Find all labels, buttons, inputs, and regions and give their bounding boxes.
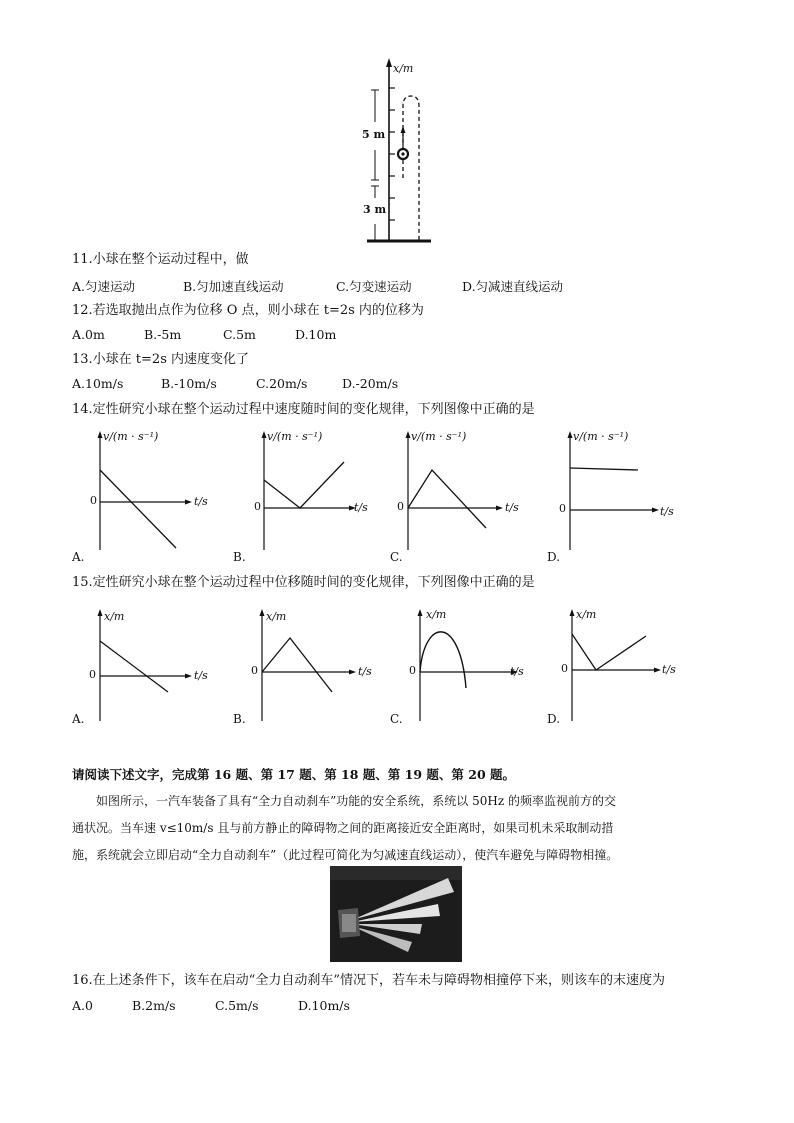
q12-option-c[interactable]: C.5m (223, 327, 256, 342)
q16-option-a[interactable]: A.0 (72, 998, 93, 1013)
q15d-y-label: x/m (576, 608, 597, 621)
q11-stem: 11.小球在整个运动过程中，做 (72, 252, 249, 267)
q16-option-d[interactable]: D.10m/s (298, 998, 350, 1013)
figure-5m-label: 5 m (362, 128, 386, 141)
figure-3m-label: 3 m (363, 203, 387, 216)
q15-letter-d: D. (547, 712, 561, 726)
reading-paragraph (72, 788, 722, 869)
q14c-zero: 0 (397, 500, 404, 513)
q14-graph-d[interactable] (548, 428, 698, 553)
q14-letter-d: D. (547, 550, 561, 564)
q14b-zero: 0 (254, 500, 261, 513)
reading-line-1: 如图所示，一汽车装备了具有“全力自动刹车”功能的安全系统，系统以 50Hz 的频率监视前方的交 (96, 794, 616, 808)
q15-stem: 15.定性研究小球在整个运动过程中位移随时间的变化规律，下列图像中正确的是 (72, 575, 535, 590)
q14d-x-label: t/s (660, 505, 674, 518)
q12-option-a[interactable]: A.0m (72, 327, 105, 342)
q15-graph-a[interactable] (72, 606, 222, 724)
q14-stem: 14.定性研究小球在整个运动过程中速度随时间的变化规律，下列图像中正确的是 (72, 402, 535, 417)
q15-graph-c[interactable] (398, 606, 548, 724)
q14-letter-b: B. (233, 550, 246, 564)
q11-option-a[interactable]: A.匀速运动 (72, 279, 136, 294)
q16-option-b[interactable]: B.2m/s (132, 998, 176, 1013)
q15-graph-b[interactable] (236, 606, 386, 724)
q15a-zero: 0 (89, 668, 96, 681)
q15b-zero: 0 (251, 664, 258, 677)
q14-graph-b[interactable] (236, 428, 386, 553)
q13-option-c[interactable]: C.20m/s (256, 376, 308, 391)
reading-line-3: 施，系统就会立即启动“全力自动刹车”（此过程可简化为匀减速直线运动），使汽车避免与障碍物相撞。 (72, 848, 619, 862)
q11-option-b[interactable]: B.匀加速直线运动 (183, 279, 284, 294)
q15-graph-d[interactable] (550, 606, 700, 724)
q15-letter-a: A. (72, 712, 85, 726)
q14a-x-label: t/s (194, 495, 208, 508)
q12-option-b[interactable]: B.-5m (144, 327, 182, 342)
q11-option-c[interactable]: C.匀变速运动 (336, 279, 412, 294)
q12-option-d[interactable]: D.10m (295, 327, 337, 342)
q15c-x-label: t/s (510, 665, 524, 678)
q13-stem: 13.小球在 t=2s 内速度变化了 (72, 352, 249, 367)
figure-axis-label: x/m (393, 62, 414, 75)
q11-option-d[interactable]: D.匀减速直线运动 (462, 279, 564, 294)
q16-option-c[interactable]: C.5m/s (215, 998, 259, 1013)
q14-letter-c: C. (390, 550, 403, 564)
q14c-x-label: t/s (505, 501, 519, 514)
ball-trajectory-figure (355, 58, 445, 250)
q15c-zero: 0 (409, 664, 416, 677)
q14c-y-label: v/(m · s⁻¹) (411, 430, 467, 443)
q15c-y-label: x/m (426, 608, 447, 621)
q15d-x-label: t/s (662, 663, 676, 676)
q14-letter-a: A. (72, 550, 85, 564)
q15-letter-c: C. (390, 712, 403, 726)
q14b-x-label: t/s (354, 501, 368, 514)
q15a-x-label: t/s (194, 669, 208, 682)
q14-graph-a[interactable] (72, 428, 222, 553)
q14a-y-label: v/(m · s⁻¹) (103, 430, 159, 443)
q15b-y-label: x/m (266, 610, 287, 623)
q15-letter-b: B. (233, 712, 246, 726)
q14a-zero: 0 (90, 494, 97, 507)
q16-stem: 16.在上述条件下，该车在启动“全力自动刹车”情况下，若车未与障碍物相撞停下来，则该车的末速度为 (72, 973, 665, 988)
q13-option-b[interactable]: B.-10m/s (161, 376, 217, 391)
q14b-y-label: v/(m · s⁻¹) (267, 430, 323, 443)
car-sensor-photo (330, 866, 462, 962)
q14d-y-label: v/(m · s⁻¹) (573, 430, 629, 443)
q14-graph-c[interactable] (390, 428, 540, 553)
q15a-y-label: x/m (104, 610, 125, 623)
reading-line-2: 通状况。当车速 v≤10m/s 且与前方静止的障碍物之间的距离接近安全距离时，如果司机未采取制动措 (72, 821, 614, 835)
q15d-zero: 0 (561, 662, 568, 675)
q12-stem: 12.若选取抛出点作为位移 O 点，则小球在 t=2s 内的位移为 (72, 303, 424, 318)
q15b-x-label: t/s (358, 665, 372, 678)
reading-title: 请阅读下述文字，完成第 16 题、第 17 题、第 18 题、第 19 题、第 20 题。 (72, 767, 515, 782)
q14d-zero: 0 (559, 502, 566, 515)
q13-option-d[interactable]: D.-20m/s (342, 376, 399, 391)
q13-option-a[interactable]: A.10m/s (72, 376, 124, 391)
